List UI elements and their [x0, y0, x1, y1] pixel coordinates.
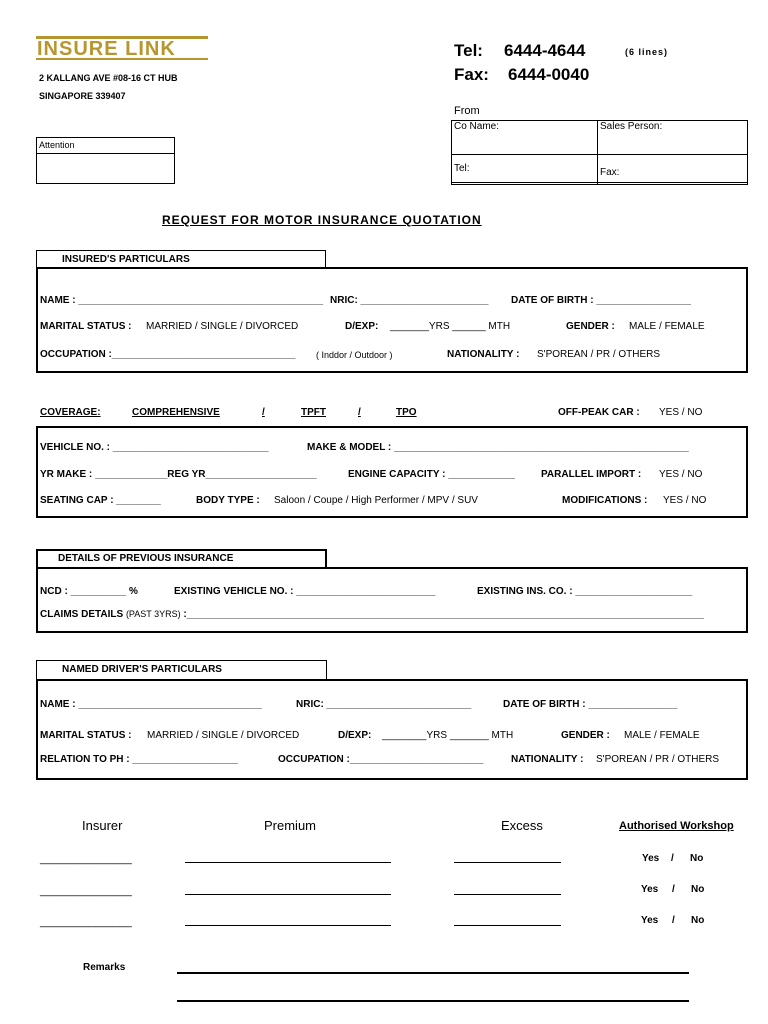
coverage-comprehensive[interactable]: COMPREHENSIVE [132, 407, 220, 418]
driver-nric-field[interactable]: NRIC: __________________________ [296, 699, 472, 710]
modifications-label: MODIFICATIONS : [562, 495, 648, 506]
driver-section-title: NAMED DRIVER'S PARTICULARS [62, 664, 222, 675]
insured-nric-field[interactable]: NRIC: _______________________ [330, 295, 489, 306]
driver-occupation-field[interactable]: OCCUPATION :________________________ [278, 754, 484, 765]
insured-dexp-field[interactable]: _______YRS ______ MTH [390, 321, 511, 332]
tel-note: (6 lines) [625, 47, 669, 57]
modifications-options[interactable]: YES / NO [663, 495, 707, 506]
ncd-field[interactable]: NCD : __________ % [40, 586, 138, 597]
logo-text: INSURE LINK [37, 38, 176, 60]
workshop-no-3[interactable]: No [691, 915, 705, 926]
insured-marital-options[interactable]: MARRIED / SINGLE / DIVORCED [146, 321, 299, 332]
insured-name-field[interactable]: NAME : ____________________________________________ [40, 295, 324, 306]
parallel-import-label: PARALLEL IMPORT : [541, 469, 642, 480]
sales-person-label: Sales Person: [600, 121, 663, 132]
insurer-field-2[interactable]: _______________ [40, 885, 132, 897]
from-fax-label: Fax: [600, 167, 620, 178]
body-type-options[interactable]: Saloon / Coupe / High Performer / MPV / SUV [274, 495, 478, 506]
parallel-import-options[interactable]: YES / NO [659, 469, 703, 480]
insured-nationality-options[interactable]: S'POREAN / PR / OTHERS [537, 349, 661, 360]
existing-ins-field[interactable]: EXISTING INS. CO. : _____________________ [477, 586, 693, 597]
excess-line-3[interactable] [454, 925, 561, 926]
excess-line-2[interactable] [454, 894, 561, 895]
driver-dexp-label: D/EXP: [338, 730, 372, 741]
yr-make-field[interactable]: YR MAKE : _____________REG YR____________________ [40, 469, 317, 480]
seating-cap-field[interactable]: SEATING CAP : ________ [40, 495, 161, 506]
insured-gender-label: GENDER : [566, 321, 615, 332]
workshop-column-label: Authorised Workshop [619, 820, 734, 832]
coverage-tpft[interactable]: TPFT [301, 407, 326, 418]
workshop-no-2[interactable]: No [691, 884, 705, 895]
fax-label: Fax: [454, 65, 489, 84]
offpeak-label: OFF-PEAK CAR : [558, 407, 640, 418]
insured-nationality-label: NATIONALITY : [447, 349, 520, 360]
excess-line-1[interactable] [454, 862, 561, 863]
driver-name-field[interactable]: NAME : _________________________________ [40, 699, 262, 710]
workshop-no-1[interactable]: No [690, 853, 704, 864]
previous-section-title: DETAILS OF PREVIOUS INSURANCE [58, 553, 234, 564]
workshop-yes-1[interactable]: Yes [642, 853, 660, 864]
coverage-label: COVERAGE: [40, 407, 101, 418]
engine-capacity-field[interactable]: ENGINE CAPACITY : ____________ [348, 469, 515, 480]
form-title: REQUEST FOR MOTOR INSURANCE QUOTATION [162, 213, 482, 227]
driver-nationality-label: NATIONALITY : [511, 754, 584, 765]
insured-marital-label: MARITAL STATUS : [40, 321, 132, 332]
workshop-yes-3[interactable]: Yes [641, 915, 659, 926]
driver-dexp-field[interactable]: ________YRS _______ MTH [382, 730, 514, 741]
remarks-line-1[interactable] [177, 972, 689, 974]
co-name-label: Co Name: [454, 121, 500, 132]
insure-link-logo [36, 34, 208, 62]
remarks-line-2[interactable] [177, 1000, 689, 1002]
attention-label: Attention [39, 140, 75, 150]
remarks-label: Remarks [83, 962, 126, 973]
workshop-sep-1: / [671, 853, 674, 864]
offpeak-options[interactable]: YES / NO [659, 407, 703, 418]
premium-line-3[interactable] [185, 925, 391, 926]
driver-gender-options[interactable]: MALE / FEMALE [624, 730, 700, 741]
make-model-field[interactable]: MAKE & MODEL : _____________________________________________________ [307, 442, 689, 453]
body-type-label: BODY TYPE : [196, 495, 260, 506]
driver-relation-field[interactable]: RELATION TO PH : ___________________ [40, 754, 239, 765]
insured-gender-options[interactable]: MALE / FEMALE [629, 321, 705, 332]
vehicle-no-field[interactable]: VEHICLE NO. : ____________________________ [40, 442, 269, 453]
driver-dob-field[interactable]: DATE OF BIRTH : ________________ [503, 699, 678, 710]
insurer-field-1[interactable]: _______________ [40, 853, 132, 865]
driver-marital-label: MARITAL STATUS : [40, 730, 132, 741]
from-heading: From [454, 105, 480, 117]
fax-number: 6444-0040 [508, 65, 590, 84]
workshop-sep-3: / [672, 915, 675, 926]
coverage-tpo[interactable]: TPO [396, 407, 417, 418]
insured-section-title: INSURED'S PARTICULARS [62, 254, 190, 265]
premium-column-label: Premium [264, 818, 317, 833]
driver-marital-options[interactable]: MARRIED / SINGLE / DIVORCED [147, 730, 300, 741]
driver-nationality-options[interactable]: S'POREAN / PR / OTHERS [596, 754, 720, 765]
address-line-2: SINGAPORE 339407 [39, 91, 126, 101]
workshop-yes-2[interactable]: Yes [641, 884, 659, 895]
coverage-sep-1: / [262, 407, 265, 418]
insurer-column-label: Insurer [82, 818, 123, 833]
premium-line-1[interactable] [185, 862, 391, 863]
tel-number: 6444-4644 [504, 41, 586, 60]
previous-section-box [36, 567, 748, 633]
insurer-field-3[interactable]: _______________ [40, 916, 132, 928]
insured-dob-field[interactable]: DATE OF BIRTH : _________________ [511, 295, 691, 306]
insured-occupation-options[interactable]: ( Inddor / Outdoor ) [316, 350, 393, 360]
claims-details-field[interactable]: CLAIMS DETAILS (PAST 3YRS) :_____________________________________________________________________________________________ [40, 609, 704, 620]
insured-occupation-field[interactable]: OCCUPATION :_________________________________ [40, 349, 296, 360]
existing-vehicle-field[interactable]: EXISTING VEHICLE NO. : _________________________ [174, 586, 436, 597]
coverage-sep-2: / [358, 407, 361, 418]
address-line-1: 2 KALLANG AVE #08-16 CT HUB [39, 73, 178, 83]
driver-gender-label: GENDER : [561, 730, 610, 741]
premium-line-2[interactable] [185, 894, 391, 895]
workshop-sep-2: / [672, 884, 675, 895]
tel-label: Tel: [454, 41, 483, 60]
insured-dexp-label: D/EXP: [345, 321, 379, 332]
excess-column-label: Excess [501, 818, 543, 833]
from-tel-label: Tel: [454, 163, 470, 174]
